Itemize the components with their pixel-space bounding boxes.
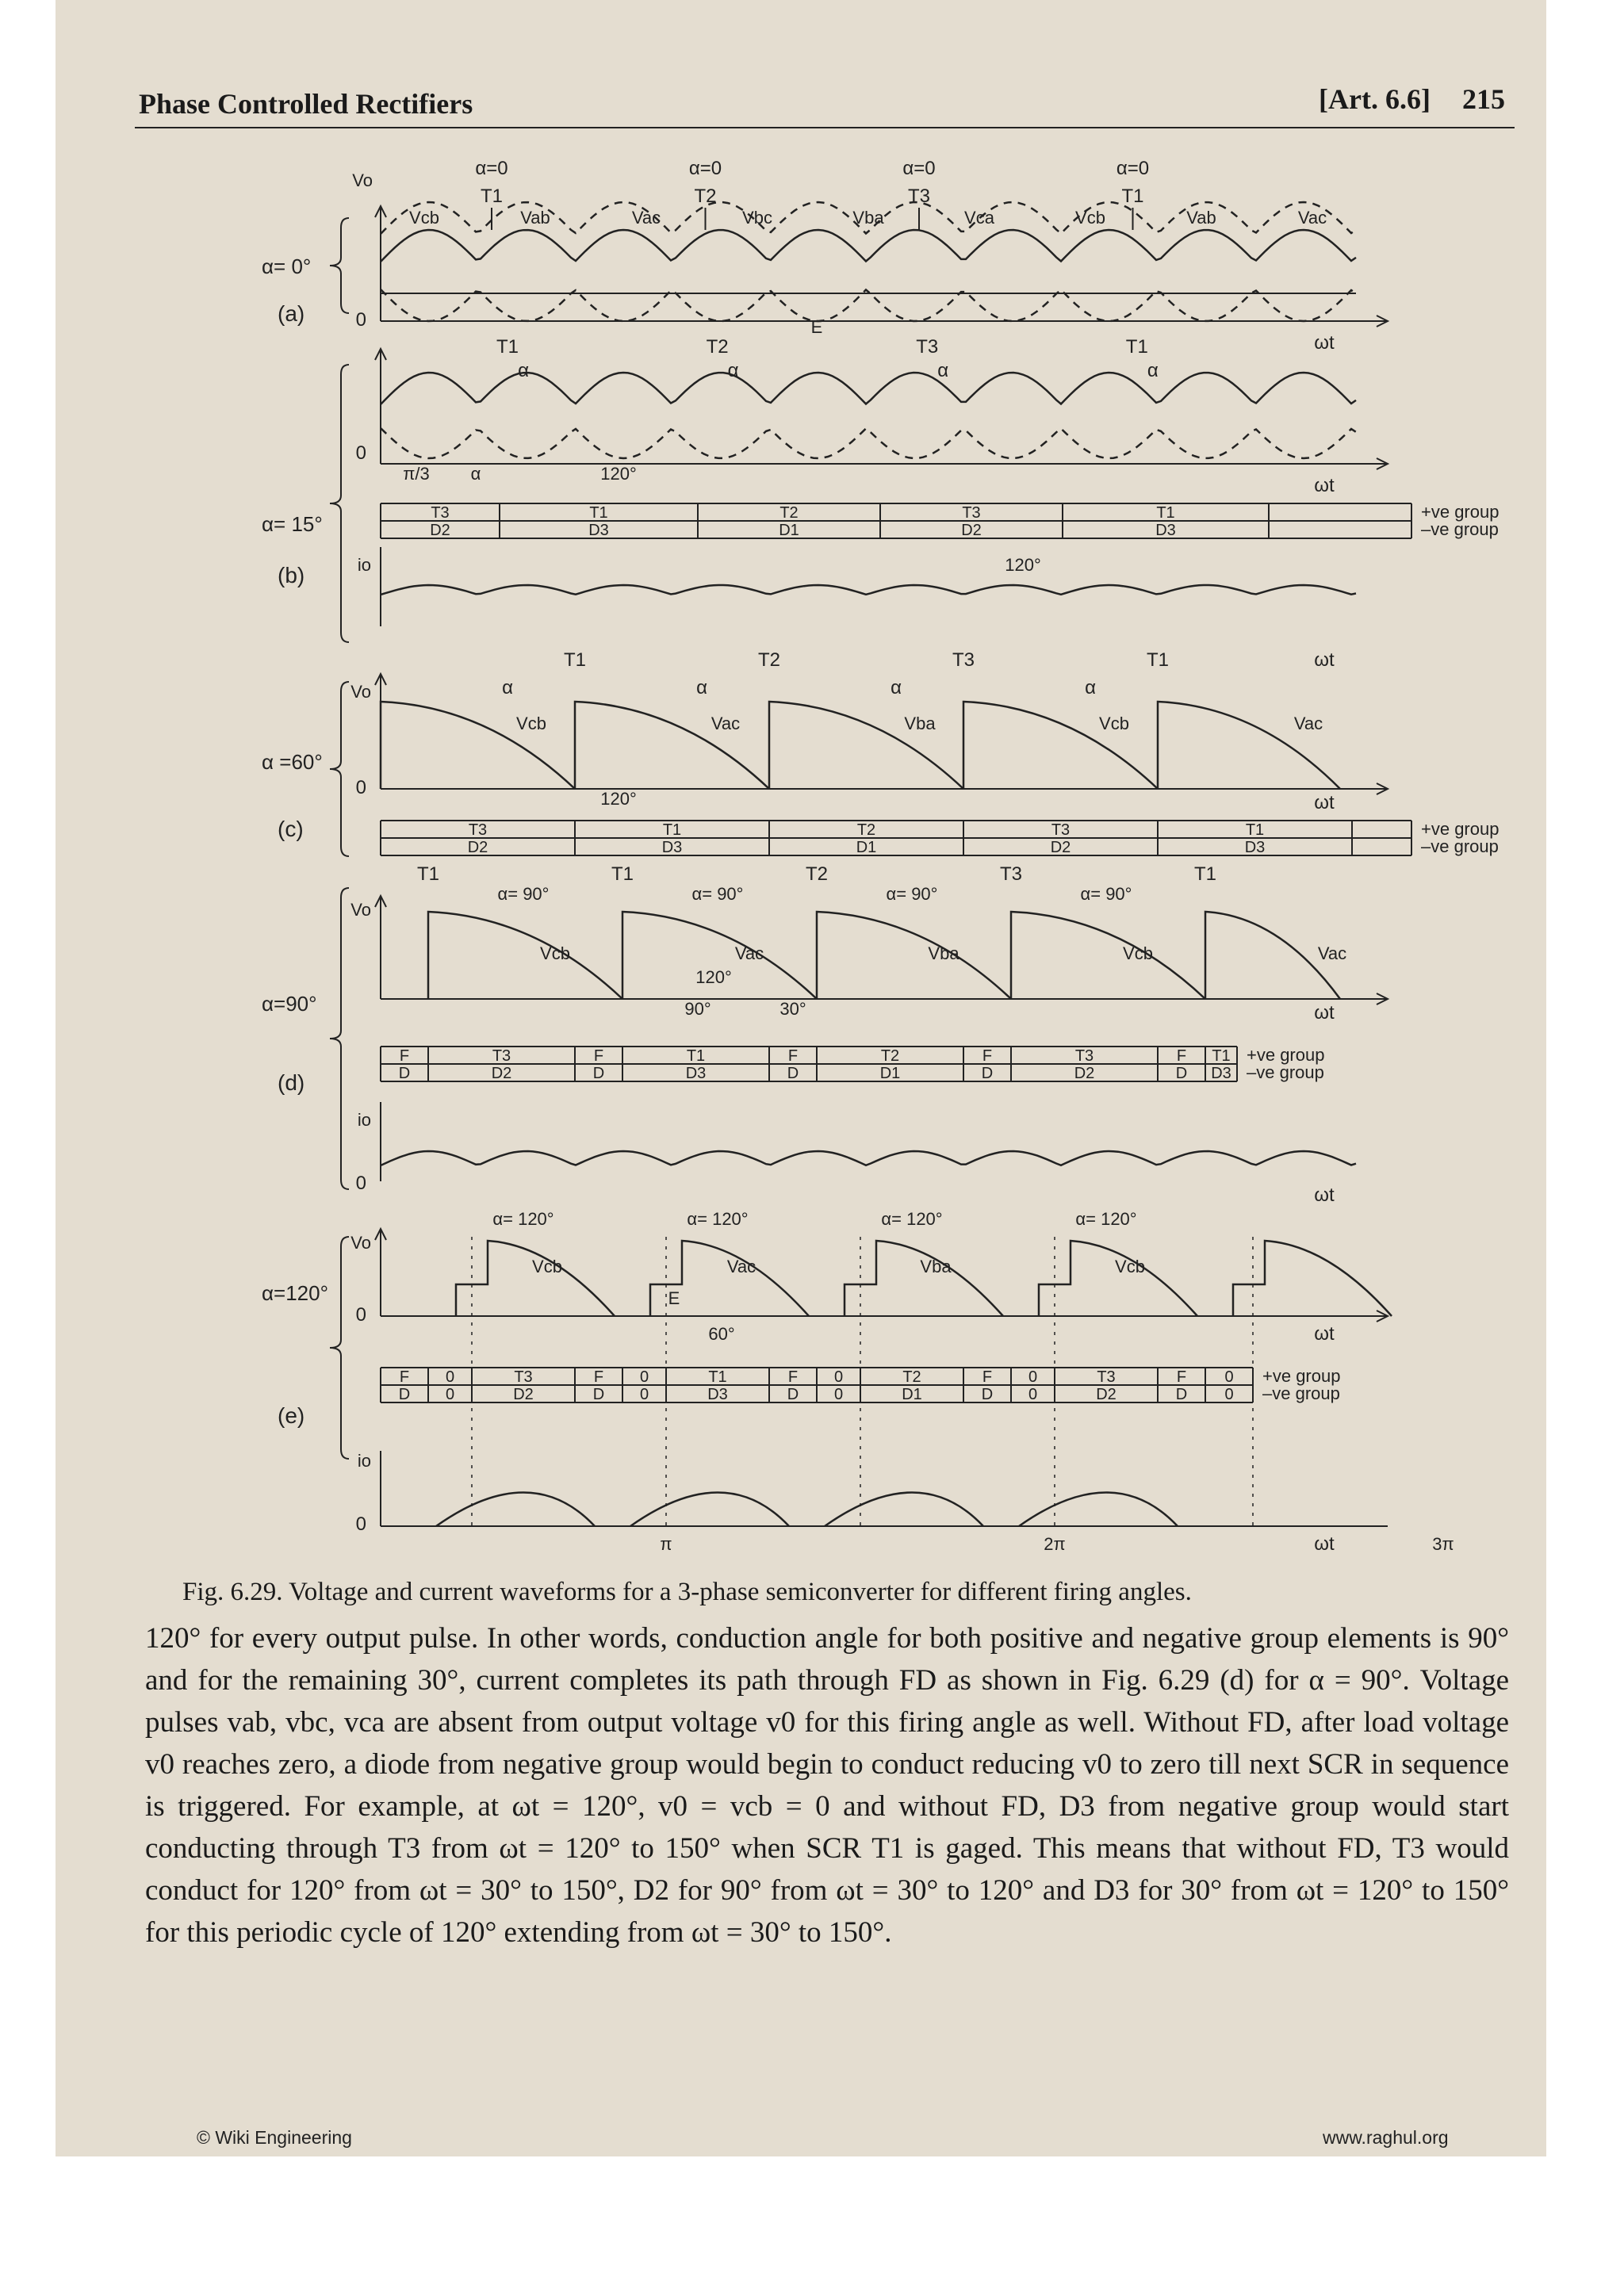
- panel-c-alpha: α =60°: [262, 750, 323, 774]
- table-e-neg-4: 0: [639, 1386, 649, 1403]
- panel-b-alpha: α= 15°: [262, 512, 323, 536]
- alpha90-mark-d: α= 90°: [497, 884, 550, 904]
- table-d-neg-5: D1: [879, 1065, 901, 1082]
- table-d-pos-3: T1: [686, 1047, 706, 1065]
- table-c-pos-4: T1: [1245, 821, 1265, 839]
- scr-mark-a: T1: [1121, 186, 1144, 207]
- table-e-pos-6: F: [787, 1368, 799, 1386]
- io-label-e: io: [357, 1451, 371, 1471]
- table-e-neg-2: D2: [513, 1386, 534, 1403]
- footer-url: www.raghul.org: [1323, 2127, 1449, 2148]
- panel-a-alpha: α= 0°: [262, 254, 312, 278]
- panel-d-pulse-2: [817, 912, 1011, 999]
- waveform-figure: [135, 143, 1499, 1570]
- zero-label-b: 0: [355, 442, 366, 464]
- alpha120-mark-e: α= 120°: [1075, 1209, 1137, 1229]
- a120-label-c: 120°: [600, 789, 637, 809]
- table-d-pos-2: F: [593, 1047, 604, 1065]
- scr-mark-c: T1: [1146, 649, 1170, 671]
- table-c-neg-0: D2: [467, 839, 488, 856]
- scr-mark-d: T2: [805, 863, 829, 885]
- voltage-label-c: Vcb: [516, 714, 546, 733]
- scr-mark-b: T3: [916, 336, 939, 358]
- three-pi-label-e: 3π: [1432, 1534, 1454, 1554]
- panel-a-brace: [330, 218, 349, 313]
- alpha120-mark-e: α= 120°: [881, 1209, 943, 1229]
- alpha-zero-mark: α=0: [902, 158, 936, 179]
- table-d-neg-3: D3: [685, 1065, 707, 1082]
- footer-copyright: © Wiki Engineering: [197, 2127, 352, 2148]
- table-d-pos-label: +ve group: [1247, 1045, 1325, 1065]
- table-d-pos-9: T1: [1212, 1047, 1231, 1065]
- panel-b-io: [381, 585, 1356, 595]
- voltage-label-e: Vcb: [532, 1257, 562, 1276]
- alpha-mark-b: α: [518, 360, 529, 381]
- a120-label-b2: 120°: [1005, 555, 1041, 575]
- table-c-neg-label: –ve group: [1421, 836, 1499, 856]
- voltage-label-d: Vcb: [540, 943, 570, 963]
- voltage-label-a: Vca: [964, 208, 994, 228]
- zero-label-a: 0: [355, 309, 366, 331]
- vo-label-e: Vo: [350, 1233, 371, 1253]
- e-label-a: E: [810, 317, 823, 337]
- zero-label-c: 0: [355, 777, 366, 798]
- table-e-pos-13: 0: [1224, 1368, 1234, 1386]
- panel-d-brace: [330, 888, 349, 1189]
- table-d-pos-0: F: [399, 1047, 410, 1065]
- table-c-pos-label: +ve group: [1421, 819, 1499, 839]
- scr-mark-b: T2: [706, 336, 729, 358]
- table-e-neg-5: D3: [707, 1386, 728, 1403]
- two-pi-label-e: 2π: [1044, 1534, 1066, 1554]
- voltage-label-c: Vcb: [1099, 714, 1129, 733]
- panel-b-brace: [330, 365, 349, 642]
- panel-c-pulse-1: [575, 702, 769, 789]
- panel-a-envelope: [381, 230, 1356, 262]
- zero-label-e: 0: [355, 1304, 366, 1326]
- panel-c-label: (c): [278, 817, 304, 841]
- table-b-neg-2: D1: [779, 522, 799, 539]
- table-c-neg-4: D3: [1244, 839, 1266, 856]
- vo-label-c: Vo: [350, 682, 371, 702]
- panel-a-label: (a): [278, 301, 305, 326]
- wt-label-e2: ωt: [1314, 1533, 1335, 1555]
- table-e-pos-12: F: [1176, 1368, 1187, 1386]
- panel-d-label: (d): [278, 1070, 305, 1095]
- table-c-pos-2: T2: [856, 821, 876, 839]
- table-d-neg-0: D: [398, 1065, 411, 1082]
- table-d-neg-label: –ve group: [1247, 1062, 1324, 1082]
- panel-e-pulse-3: [1039, 1241, 1197, 1316]
- running-header-title: Phase Controlled Rectifiers: [139, 88, 473, 120]
- alpha-label-b: α: [470, 464, 481, 484]
- voltage-label-d: Vac: [734, 943, 764, 963]
- voltage-label-a: Vcb: [1075, 208, 1105, 228]
- voltage-label-d: Vcb: [1123, 943, 1153, 963]
- panel-e-label: (e): [278, 1403, 305, 1428]
- e-label-e: E: [668, 1288, 680, 1308]
- panel-e-brace: [330, 1237, 349, 1459]
- alpha-mark-c: α: [502, 677, 513, 698]
- table-d-pos-8: F: [1176, 1047, 1187, 1065]
- table-c-neg-3: D2: [1050, 839, 1071, 856]
- scr-mark-d: T1: [1193, 863, 1217, 885]
- table-b-neg-3: D2: [961, 522, 982, 539]
- panel-e-io-hump-1: [630, 1493, 789, 1527]
- table-d-pos-4: F: [787, 1047, 799, 1065]
- voltage-label-a: Vac: [1297, 208, 1327, 228]
- table-e-pos-3: F: [593, 1368, 604, 1386]
- panel-b-dashed: [381, 428, 1356, 458]
- table-e-neg-10: 0: [1028, 1386, 1038, 1403]
- panel-e-pulse-4: [1233, 1241, 1392, 1316]
- voltage-label-a: Vcb: [409, 208, 439, 228]
- wt-label-d2: ωt: [1314, 1184, 1335, 1206]
- scr-mark-c: T2: [757, 649, 781, 671]
- scr-mark-a: T2: [694, 186, 717, 207]
- table-e-pos-8: T2: [902, 1368, 921, 1386]
- panel-c-brace: [330, 682, 349, 856]
- table-e-neg-9: D: [981, 1386, 994, 1403]
- alpha-mark-b: α: [727, 360, 739, 381]
- table-d-pos-1: T3: [492, 1047, 511, 1065]
- a120-label-b: 120°: [600, 464, 637, 484]
- wt-label-d: ωt: [1314, 1002, 1335, 1024]
- panel-d-alpha: α=90°: [262, 992, 317, 1016]
- a120-label-d: 120°: [695, 967, 732, 987]
- pi3-label-b: π/3: [403, 464, 430, 484]
- wt-label-c: ωt: [1314, 792, 1335, 813]
- table-b-neg-1: D3: [588, 522, 609, 539]
- voltage-label-c: Vac: [1293, 714, 1323, 733]
- scr-mark-d: T3: [999, 863, 1023, 885]
- page-number: 215: [1462, 83, 1505, 115]
- table-b-pos-3: T3: [962, 504, 981, 522]
- alpha-zero-mark: α=0: [688, 158, 722, 179]
- table-e-pos-label: +ve group: [1262, 1366, 1341, 1386]
- running-header-right: [1287, 82, 1505, 116]
- body-paragraph: 120° for every output pulse. In other words, conduction angle for both positive and negative group elements is 90° and for the remaining 30°, current completes its path through FD as shown in Fig. 6.29 (d) for α = 90°. Voltage pulses vab, vbc, vca are absent from output voltage v0 for this firing angle as well. Without FD, after load voltage v0 reaches zero, a diode from negative group would begin to conduct reducing v0 to zero till next SCR in sequence is triggered. For example, at ωt = 120°, v0 = vcb = 0 and without FD, D3 from negative group would start conducting through T3 from ωt = 120° to 150° when SCR T1 is gaged. This means that without FD, T3 would conduct for 120° from ωt = 30° to 150°, D2 for 90° from ωt = 30° to 120° and D3 for 30° from ωt = 120° to 150° for this periodic cycle of 120° extending from ωt = 30° to 150°.: [145, 1622, 1509, 1949]
- table-e-neg-13: 0: [1224, 1386, 1234, 1403]
- scr-mark-a: T3: [907, 186, 931, 207]
- voltage-label-a: Vab: [520, 208, 550, 228]
- scr-mark-c: T3: [952, 649, 975, 671]
- a90-label-d: 90°: [684, 999, 711, 1019]
- table-c-neg-1: D3: [661, 839, 683, 856]
- table-e-pos-1: 0: [445, 1368, 455, 1386]
- table-e-neg-0: D: [398, 1386, 411, 1403]
- table-b-pos-2: T2: [779, 504, 799, 522]
- table-e-neg-3: D: [592, 1386, 605, 1403]
- alpha-zero-mark: α=0: [1116, 158, 1150, 179]
- alpha90-mark-d: α= 90°: [886, 884, 938, 904]
- table-e-neg-12: D: [1175, 1386, 1188, 1403]
- alpha90-mark-d: α= 90°: [691, 884, 744, 904]
- figure-caption: Fig. 6.29. Voltage and current waveforms for a 3-phase semiconverter for different firing angles.: [182, 1578, 1192, 1606]
- scr-mark-b: T1: [496, 336, 519, 358]
- table-e-pos-9: F: [982, 1368, 993, 1386]
- table-e-neg-1: 0: [445, 1386, 455, 1403]
- table-e-neg-7: 0: [833, 1386, 844, 1403]
- table-b-neg-label: –ve group: [1421, 519, 1499, 539]
- table-d-neg-9: D3: [1211, 1065, 1231, 1082]
- alpha90-mark-d: α= 90°: [1080, 884, 1132, 904]
- voltage-label-e: Vac: [726, 1257, 756, 1276]
- scr-mark-d: T1: [416, 863, 440, 885]
- wt-label-b2: ωt: [1314, 649, 1335, 671]
- table-c-pos-0: T3: [468, 821, 488, 839]
- table-d-pos-6: F: [982, 1047, 993, 1065]
- table-c-pos-3: T3: [1051, 821, 1071, 839]
- scr-mark-a: T1: [480, 186, 504, 207]
- wt-label-e: ωt: [1314, 1323, 1335, 1345]
- a60-label-e: 60°: [708, 1324, 735, 1344]
- table-d-pos-7: T3: [1074, 1047, 1094, 1065]
- pi-label-e: π: [660, 1534, 672, 1554]
- io-label-b: io: [357, 555, 371, 575]
- alpha-mark-c: α: [891, 677, 902, 698]
- table-c-pos-1: T1: [662, 821, 682, 839]
- zero-label-d: 0: [355, 1173, 366, 1194]
- header-rule: [135, 127, 1515, 128]
- vo-label-d: Vo: [350, 900, 371, 920]
- voltage-label-e: Vcb: [1115, 1257, 1145, 1276]
- article-ref: [Art. 6.6]: [1319, 83, 1431, 115]
- table-e-pos-11: T3: [1097, 1368, 1116, 1386]
- scr-mark-b: T1: [1125, 336, 1148, 358]
- table-e-pos-0: F: [399, 1368, 410, 1386]
- table-b-pos-0: T3: [431, 504, 450, 522]
- alpha-mark-b: α: [937, 360, 949, 381]
- table-d-neg-8: D: [1175, 1065, 1188, 1082]
- table-b-neg-0: D2: [430, 522, 450, 539]
- voltage-label-a: Vbc: [742, 208, 772, 228]
- voltage-label-c: Vac: [710, 714, 741, 733]
- table-d-pos-5: T2: [880, 1047, 900, 1065]
- panel-e-io-hump-3: [1019, 1493, 1178, 1527]
- table-b-pos-4: T1: [1156, 504, 1175, 522]
- table-d-neg-7: D2: [1074, 1065, 1095, 1082]
- panel-d-io: [381, 1151, 1356, 1165]
- panel-b-label: (b): [278, 563, 305, 587]
- table-e-pos-4: 0: [639, 1368, 649, 1386]
- table-e-pos-10: 0: [1028, 1368, 1038, 1386]
- table-e-pos-5: T1: [708, 1368, 727, 1386]
- alpha-zero-mark: α=0: [475, 158, 508, 179]
- panel-e-pulse-0: [456, 1241, 615, 1316]
- scr-mark-d: T1: [611, 863, 634, 885]
- alpha-mark-c: α: [696, 677, 707, 698]
- table-d-neg-4: D: [787, 1065, 799, 1082]
- voltage-label-a: Vab: [1186, 208, 1216, 228]
- a30-label-d: 30°: [779, 999, 806, 1019]
- wt-label-a: ωt: [1314, 332, 1335, 354]
- panel-d-pulse-3: [1011, 912, 1205, 999]
- table-b-neg-4: D3: [1155, 522, 1176, 539]
- voltage-label-a: Vba: [852, 208, 884, 228]
- alpha-mark-b: α: [1147, 360, 1159, 381]
- voltage-label-e: Vba: [920, 1257, 952, 1276]
- panel-e-alpha: α=120°: [262, 1281, 328, 1305]
- zero-label-e2: 0: [355, 1513, 366, 1535]
- table-e-neg-label: –ve group: [1262, 1383, 1340, 1403]
- table-e-neg-8: D1: [902, 1386, 922, 1403]
- table-e-neg-6: D: [787, 1386, 799, 1403]
- panel-d-pulse-0: [428, 912, 622, 999]
- table-e-pos-2: T3: [514, 1368, 533, 1386]
- voltage-label-d: Vba: [928, 943, 959, 963]
- panel-e-io-hump-2: [825, 1493, 983, 1527]
- vo-label-a: Vo: [352, 170, 373, 190]
- table-b-pos-label: +ve group: [1421, 502, 1499, 522]
- table-c-neg-2: D1: [856, 839, 877, 856]
- alpha-mark-c: α: [1085, 677, 1096, 698]
- voltage-label-d: Vac: [1317, 943, 1347, 963]
- table-e-pos-7: 0: [833, 1368, 844, 1386]
- scr-mark-c: T1: [563, 649, 587, 671]
- table-d-neg-1: D2: [491, 1065, 512, 1082]
- panel-e-io-hump-0: [436, 1493, 595, 1527]
- table-d-neg-6: D: [981, 1065, 994, 1082]
- voltage-label-a: Vac: [631, 208, 661, 228]
- alpha120-mark-e: α= 120°: [492, 1209, 554, 1229]
- table-b-pos-1: T1: [589, 504, 608, 522]
- panel-e-pulse-2: [845, 1241, 1003, 1316]
- voltage-label-c: Vba: [904, 714, 936, 733]
- wt-label-b: ωt: [1314, 475, 1335, 496]
- table-e-neg-11: D2: [1096, 1386, 1116, 1403]
- table-d-neg-2: D: [592, 1065, 605, 1082]
- io-label-d: io: [357, 1110, 371, 1130]
- alpha120-mark-e: α= 120°: [687, 1209, 749, 1229]
